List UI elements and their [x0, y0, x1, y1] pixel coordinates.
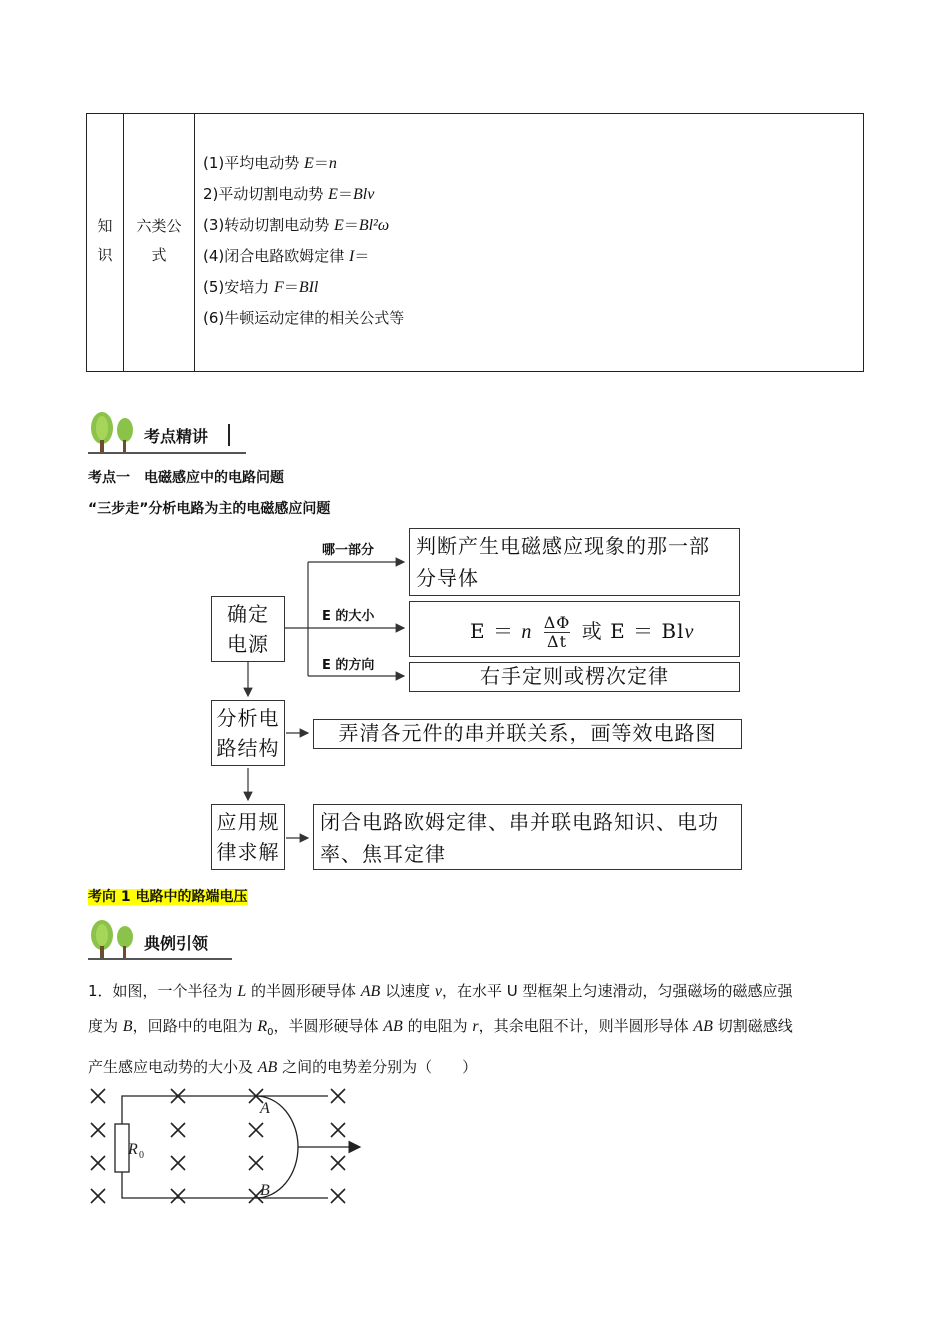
label-R-sub: 0: [139, 1150, 144, 1161]
label-B: B: [260, 1182, 270, 1199]
q-var: B: [122, 1018, 133, 1035]
question-line-1: [88, 974, 868, 1009]
tree-icon: [88, 918, 148, 960]
flow-box-solve: [211, 804, 285, 870]
formula-var: I: [349, 248, 355, 265]
u-frame: [115, 1096, 328, 1198]
q-text: ，在水平 U 型框架上匀速滑动，匀强磁场的磁感应强: [441, 982, 793, 1000]
q-var: AB: [257, 1059, 278, 1076]
question-number: 1．: [88, 982, 113, 1000]
formula-text: (4)闭合电路欧姆定律: [203, 247, 350, 265]
flow-result-part: [409, 528, 740, 596]
flow-box-solve-line1: 应用规: [216, 810, 280, 834]
q-var: AB: [693, 1018, 713, 1035]
formula-text: (6)牛顿运动定律的相关公式等: [203, 309, 405, 327]
flow-label-size: E 的大小: [322, 609, 375, 624]
emf-denominator: Δt: [547, 632, 568, 651]
q-text: ，回路中的电阻为: [132, 1017, 258, 1035]
emf-n: n: [521, 621, 533, 643]
q-text: 产生感应电动势的大小及: [88, 1058, 258, 1076]
table-col2-line2: 式: [151, 246, 167, 264]
circuit-figure: [84, 1084, 384, 1214]
q-var: AB: [383, 1018, 403, 1035]
flow-box-structure: [211, 700, 285, 766]
emf-rhs: 或 E ＝ Bl: [581, 619, 685, 643]
flow-label-dir: E 的方向: [322, 658, 375, 673]
banner-title: 考点精讲: [144, 427, 209, 446]
label-R: R: [128, 1141, 138, 1158]
label-A: A: [260, 1100, 270, 1117]
flow-box-solve-line2: 律求解: [216, 840, 280, 864]
q-text: 以速度: [380, 982, 435, 1000]
flow-result-solve-line1: 闭合电路欧姆定律、串并联电路知识、电功: [320, 810, 719, 834]
emf-v: v: [684, 621, 695, 643]
flow-box-source-line2: 电源: [227, 632, 269, 656]
section-subtitle: “三步走”分析电路为主的电磁感应问题: [88, 501, 331, 517]
formula-var: E: [334, 217, 344, 234]
q-text: 之间的电势差分别为（ ）: [277, 1058, 478, 1076]
flow-result-solve-line2: 率、焦耳定律: [320, 842, 446, 866]
formula-eq: ＝: [313, 154, 329, 172]
formula-rhs: n: [328, 155, 337, 172]
q-sub: 0: [267, 1027, 274, 1038]
q-text: 的半圆形硬导体: [246, 982, 361, 1000]
formula-text: 2)平动切割电动势: [203, 185, 329, 203]
q-var: L: [237, 983, 247, 1000]
formula-rhs: BIl: [298, 279, 319, 296]
formula-eq: ＝: [354, 247, 370, 265]
table-col1-line1: 知: [97, 217, 113, 235]
flow-box-source: [211, 596, 285, 662]
section-banner-2: [88, 918, 238, 960]
emf-numerator: ΔΦ: [543, 613, 571, 632]
flow-result-structure: 弄清各元件的串并联关系，画等效电路图: [313, 719, 742, 749]
formula-eq: ＝: [337, 185, 353, 203]
flow-box-structure-line2: 路结构: [216, 736, 280, 760]
formula-eq: ＝: [283, 278, 299, 296]
question-line-2: [88, 1009, 868, 1050]
question-line-3: [88, 1050, 868, 1085]
flow-box-structure-line1: 分析电: [216, 706, 280, 730]
q-var: r: [472, 1018, 479, 1035]
q-text: 的电阻为: [402, 1017, 473, 1035]
section-title: 考点一 电磁感应中的电路问题: [88, 470, 284, 486]
formula-var: E: [304, 155, 314, 172]
formula-text: (1)平均电动势: [203, 154, 305, 172]
flow-result-part-line1: 判断产生电磁感应现象的那一部: [416, 534, 710, 558]
formula-rhs: Bl²ω: [358, 217, 390, 234]
emf-lhs: E ＝: [470, 619, 522, 643]
flow-result-size: [409, 601, 740, 657]
question-text: [88, 974, 868, 1085]
flow-result-part-line2: 分导体: [416, 566, 479, 590]
flow-result-dir: 右手定则或楞次定律: [409, 662, 740, 692]
q-var: R: [257, 1018, 268, 1035]
q-var: v: [434, 983, 442, 1000]
table-col2-line1: 六类公: [136, 217, 182, 235]
flow-label-part: 哪一部分: [322, 543, 375, 558]
q-text: 度为: [88, 1017, 123, 1035]
formula-text: (5)安培力: [203, 278, 275, 296]
banner-underline: [88, 958, 232, 960]
formula-rhs: Blv: [352, 186, 375, 203]
formula-eq: ＝: [343, 216, 359, 234]
kaoxiang-title: [88, 886, 248, 906]
q-text: 如图，一个半径为: [112, 982, 238, 1000]
q-var: AB: [360, 983, 381, 1000]
q-text: ，半圆形硬导体: [273, 1017, 384, 1035]
banner-title: 典例引领: [144, 934, 209, 953]
table-col1-line2: 识: [97, 246, 113, 264]
emf-fraction: [544, 614, 571, 651]
kaoxiang-highlight: 考向 1 电路中的路端电压: [88, 889, 248, 905]
formula-text: (3)转动切割电动势: [203, 216, 335, 234]
q-text: ，其余电阻不计，则半圆形导体: [478, 1017, 694, 1035]
formula-var: F: [274, 279, 284, 296]
q-text: 切割磁感线: [712, 1017, 793, 1035]
emf-formula: [470, 614, 694, 651]
flow-box-source-line1: 确定: [227, 602, 269, 626]
flow-result-solve: [313, 804, 742, 870]
formula-var: E: [328, 186, 338, 203]
